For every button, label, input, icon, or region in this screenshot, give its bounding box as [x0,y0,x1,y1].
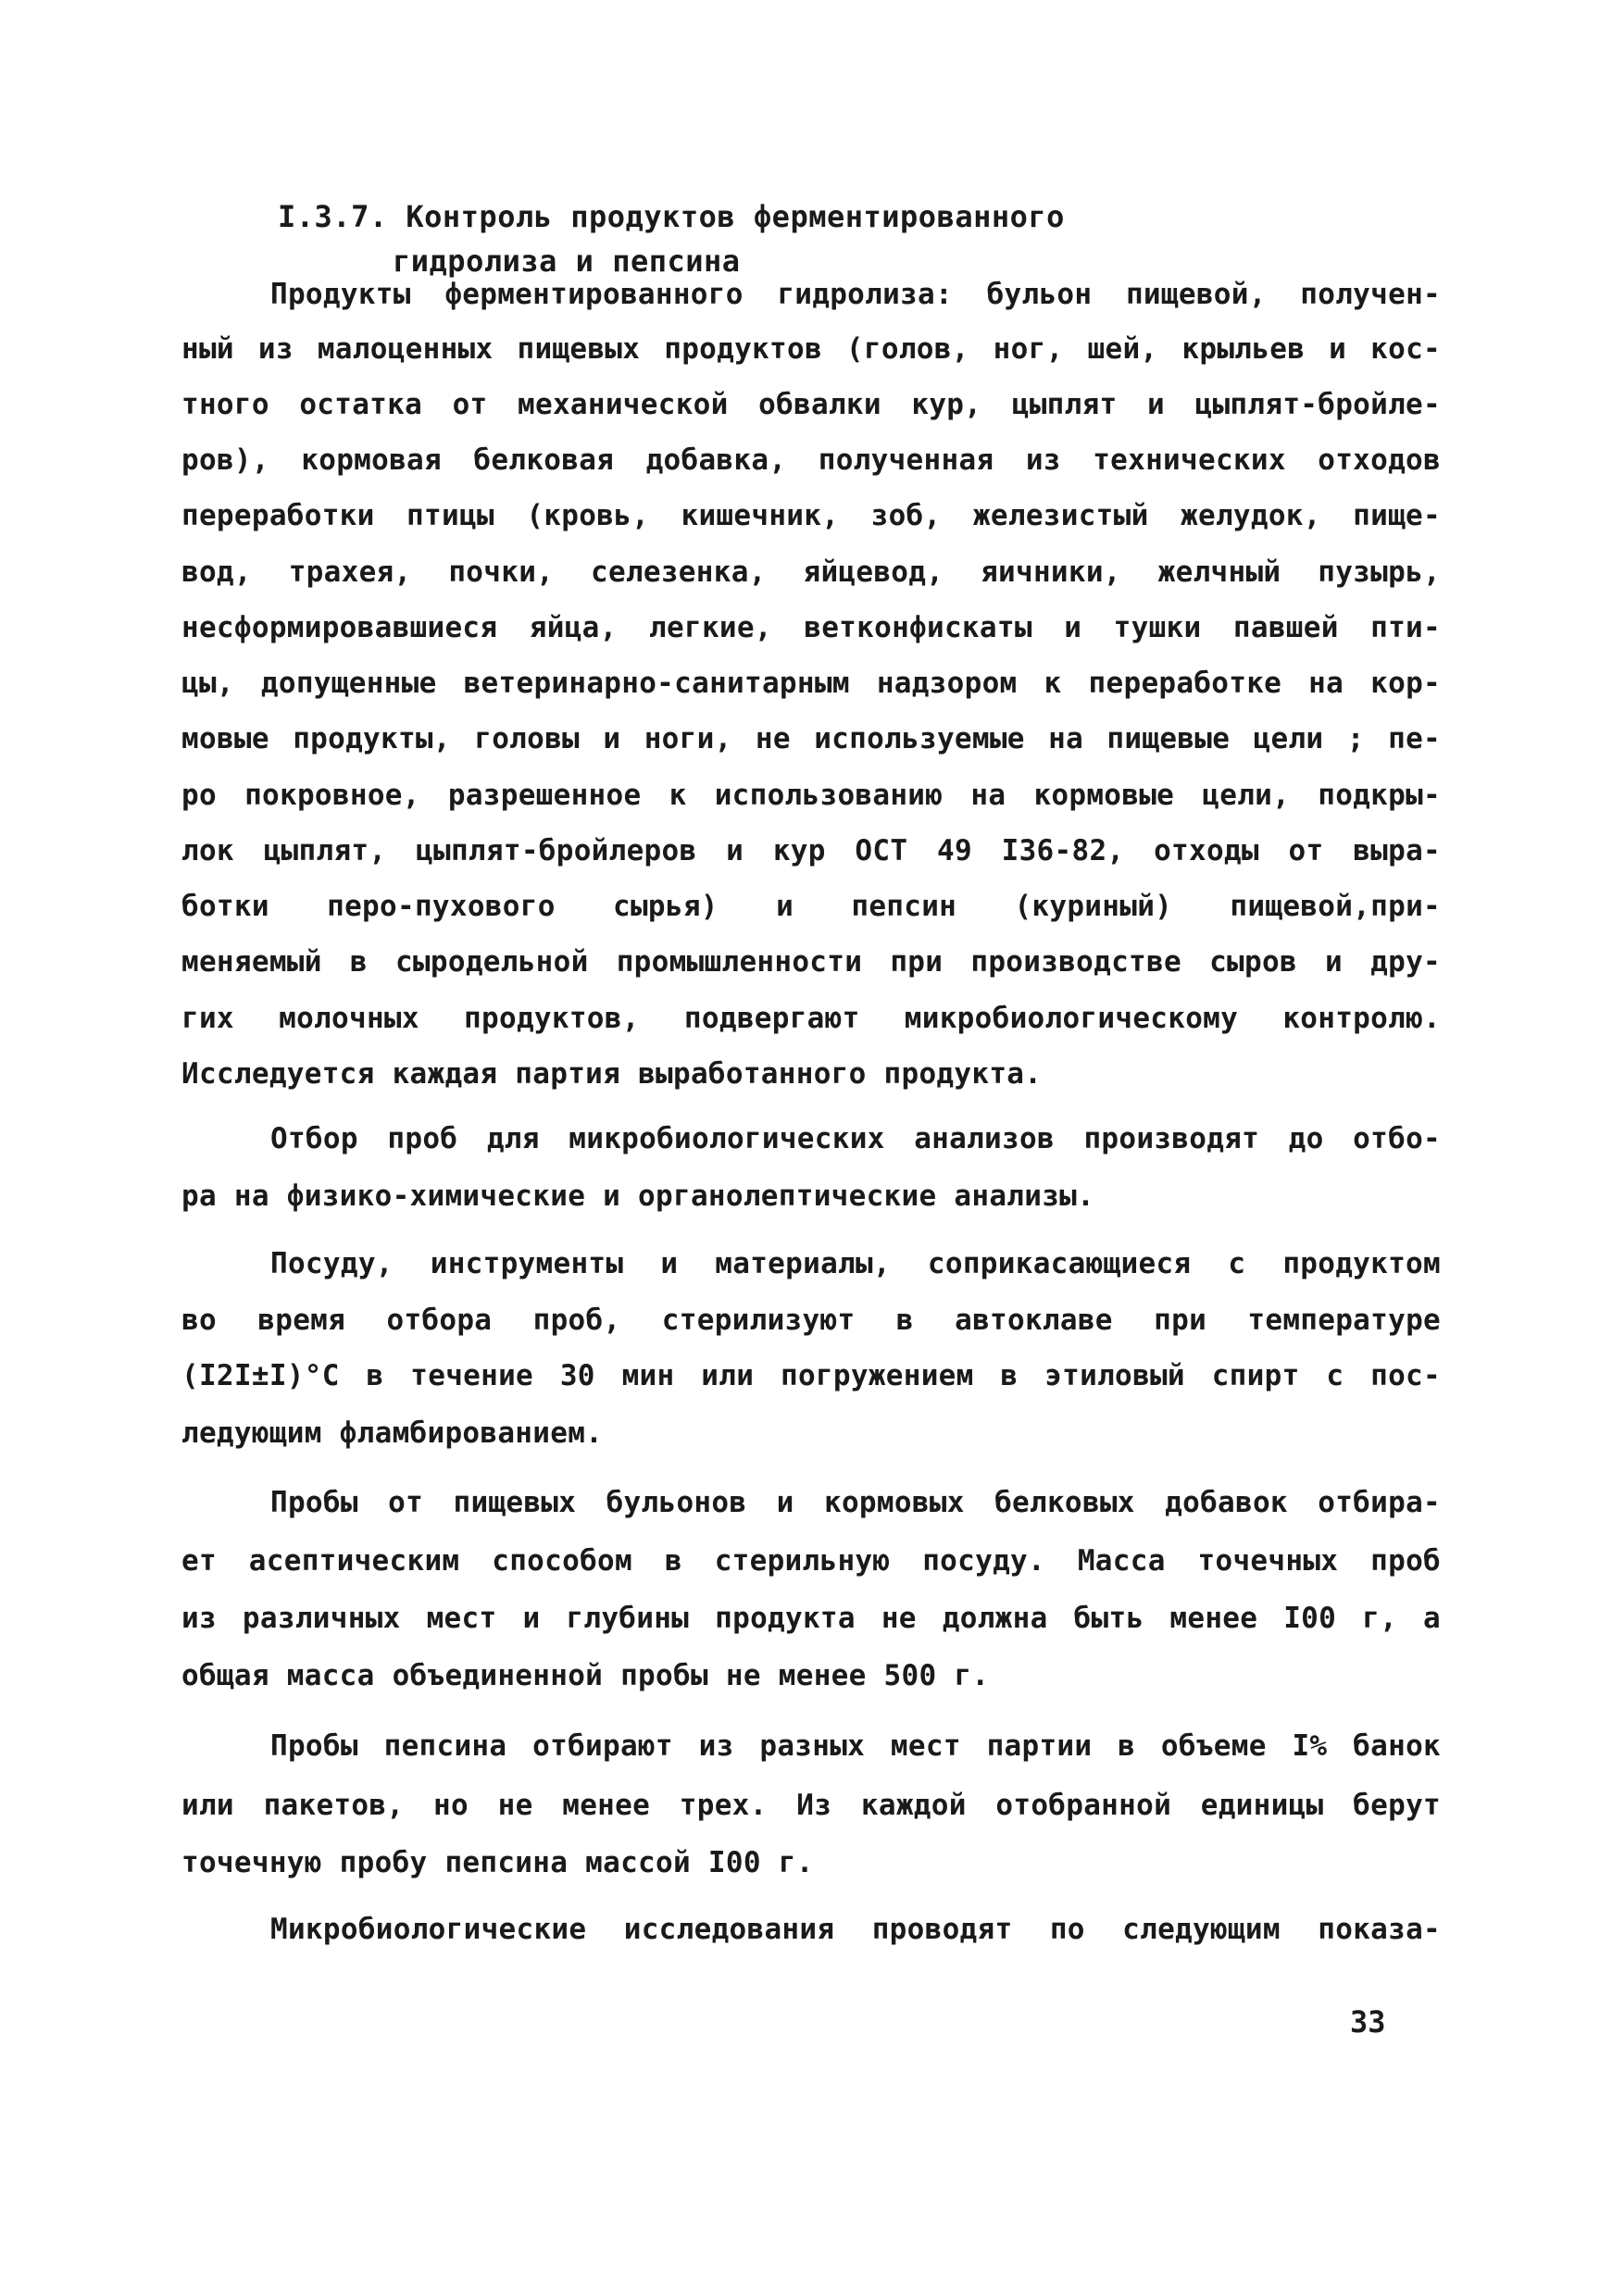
text-line: Микробиологические исследования проводят по следующим показа- [270,1913,1441,1946]
text-line: меняемый в сыродельной промышленности при производстве сыров и дру- [181,945,1441,979]
section-heading-line-1: I.3.7. Контроль продуктов ферментированного [278,199,1065,234]
text-line: из различных мест и глубины продукта не должна быть менее I00 г, а [181,1602,1441,1635]
text-line: переработки птицы (кровь, кишечник, зоб, железистый желудок, пище- [181,499,1441,532]
text-line: ет асептическим способом в стерильную посуду. Масса точечных проб [181,1544,1441,1578]
text-line: лок цыплят, цыплят-бройлеров и кур ОСТ 49 I36-82, отходы от выра- [181,834,1441,867]
text-line: Пробы от пищевых бульонов и кормовых белковых добавок отбира- [270,1486,1441,1519]
text-line: ный из малоценных пищевых продуктов (голов, ног, шей, крыльев и кос- [181,332,1441,366]
text-line: ров), кормовая белковая добавка, полученная из технических отходов [181,443,1441,477]
text-line: точечную пробу пепсина массой I00 г. [181,1846,814,1879]
text-line: (I2I±I)°C в течение 30 мин или погружением в этиловый спирт с пос- [181,1359,1441,1392]
text-line: Продукты ферментированного гидролиза: бульон пищевой, получен- [270,278,1441,311]
text-line: во время отбора проб, стерилизуют в автоклаве при температуре [181,1304,1441,1337]
text-line: тного остатка от механической обвалки кур, цыплят и цыплят-бройле- [181,388,1441,421]
text-line: Пробы пепсина отбирают из разных мест партии в объеме I% банок [270,1729,1441,1763]
text-line: ра на физико-химические и органолептические анализы. [181,1179,1095,1213]
text-line: гих молочных продуктов, подвергают микробиологическому контролю. [181,1002,1441,1035]
text-line: Посуду, инструменты и материалы, соприкасающиеся с продуктом [270,1247,1441,1280]
text-line: общая масса объединенной пробы не менее 500 г. [181,1659,990,1692]
text-line: Исследуется каждая партия выработанного продукта. [181,1057,1043,1091]
text-line: или пакетов, но не менее трех. Из каждой отобранной единицы берут [181,1789,1441,1822]
text-line: Отбор проб для микробиологических анализов производят до отбо- [270,1122,1441,1155]
text-line: ледующим фламбированием. [181,1416,604,1450]
section-heading-line-2: гидролиза и пепсина [393,243,741,279]
text-line: вод, трахея, почки, селезенка, яйцевод, яичники, желчный пузырь, [181,555,1441,589]
text-line: цы, допущенные ветеринарно-санитарным надзором к переработке на кор- [181,667,1441,700]
text-line: ботки перо-пухового сырья) и пепсин (куриный) пищевой,при- [181,890,1441,923]
text-line: ро покровное, разрешенное к использованию на кормовые цели, подкры- [181,779,1441,812]
text-line: мовые продукты, головы и ноги, не используемые на пищевые цели ; пе- [181,722,1441,755]
text-line: несформировавшиеся яйца, легкие, ветконфискаты и тушки павшей пти- [181,611,1441,644]
page-number: 33 [1350,2004,1386,2040]
